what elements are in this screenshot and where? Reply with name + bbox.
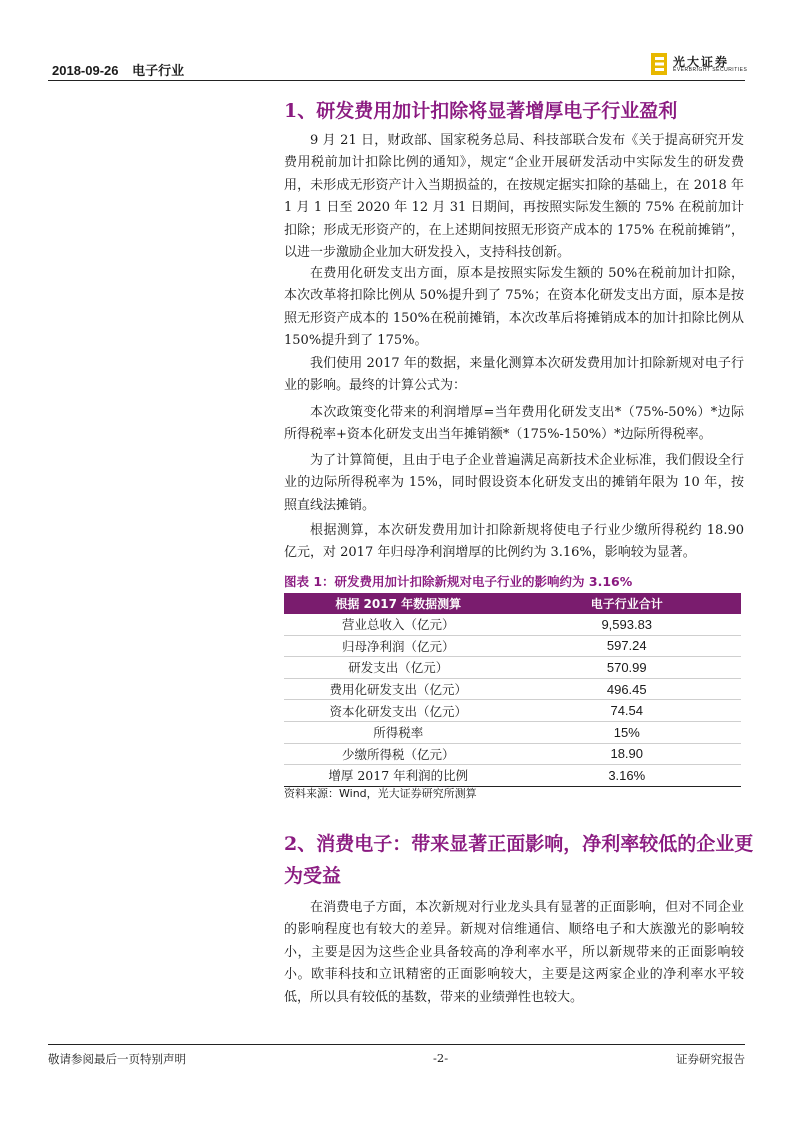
table-label-cell: 少缴所得税（亿元） (284, 743, 513, 765)
section2-title: 2、消费电子：带来显著正面影响，净利率较低的企业更为受益 (284, 833, 754, 887)
table-label-cell: 费用化研发支出（亿元） (284, 678, 513, 700)
table-row (284, 657, 741, 679)
logo-mark-icon (651, 53, 667, 75)
table-label-cell: 营业总收入（亿元） (284, 614, 513, 635)
table-header-row (284, 593, 741, 614)
table-value-cell: 9,593.83 (513, 614, 742, 635)
table-label-cell: 研发支出（亿元） (284, 657, 513, 679)
section1-paragraph-1: 9 月 21 日，财政部、国家税务总局、科技部联合发布《关于提高研究开发费用税前加计扣除比例的通知》，规定“企业开展研发活动中实际发生的研发费用，未形成无形资产计入当期损益的，在按规定据实扣除的基础上，在 2018 年 1 月 1 日至 2020 年 12 月 31 日期间，再按照实际发生额的 75% 在税前加计扣除；形成无形资产的，在上述期间按照无形资产成本的 175% 在税前摊销”，以进一步激励企业加大研发投入，支持科技创新。 (284, 133, 744, 261)
table-header-cell: 电子行业合计 (513, 593, 742, 614)
report-category: 电子行业 (132, 63, 185, 78)
section1-paragraph-3: 我们使用 2017 年的数据，来量化测算本次研发费用加计扣除新规对电子行业的影响。最终的计算公式为： (284, 356, 744, 394)
page-number: -2- (433, 1051, 449, 1065)
table-row (284, 635, 741, 657)
table-row (284, 743, 741, 765)
table-row (284, 700, 741, 722)
table-value-cell: 74.54 (513, 700, 742, 722)
table-value-cell: 3.16% (513, 765, 742, 787)
page-header (48, 52, 748, 81)
section2-paragraph: 在消费电子方面，本次新规对行业龙头具有显著的正面影响，但对不同企业的影响程度也有较大的差异。新规对信维通信、顺络电子和大族激光的影响较小，主要是因为这些企业具备较高的净利率水平，所以新规带来的正面影响较小。欧菲科技和立讯精密的正面影响较大，主要是这两家企业的净利率水平较低，所以具有较低的基数，带来的业绩弹性也较大。 (284, 900, 744, 1005)
logo-name: 光大证券 (673, 55, 730, 69)
table-label-cell: 增厚 2017 年利润的比例 (284, 765, 513, 787)
figure1-source: 资料来源：Wind，光大证券研究所测算 (284, 787, 477, 800)
section1-title: 1、研发费用加计扣除将显著增厚电子行业盈利 (284, 100, 678, 122)
header-info (52, 60, 194, 79)
table-header-cell: 根据 2017 年数据测算 (284, 593, 513, 614)
section1-paragraph-5: 为了计算简便，且由于电子企业普遍满足高新技术企业标准，我们假设全行业的边际所得税率为 15%，同时假设资本化研发支出的摊销年限为 10 年，按照直线法摊销。 (284, 453, 744, 513)
table-row (284, 765, 741, 787)
table-value-cell: 496.45 (513, 678, 742, 700)
table-label-cell: 资本化研发支出（亿元） (284, 700, 513, 722)
table-label-cell: 归母净利润（亿元） (284, 635, 513, 657)
table-row (284, 614, 741, 635)
table-value-cell: 597.24 (513, 635, 742, 657)
table-value-cell: 570.99 (513, 657, 742, 679)
logo-subtitle: EVERBRIGHT SECURITIES (673, 67, 748, 73)
disclaimer-note: 敬请参阅最后一页特别声明 (48, 1052, 186, 1066)
section1-paragraph-6: 根据测算，本次研发费用加计扣除新规将使电子行业少缴所得税约 18.90 亿元，对 2017 年归母净利润增厚的比例约为 3.16%，影响较为显著。 (284, 523, 744, 561)
section1-paragraph-2: 在费用化研发支出方面，原本是按照实际发生额的 50%在税前加计扣除，本次改革将扣除比例从 50%提升到了 75%；在资本化研发支出方面，原本是按照无形资产成本的 150%在税前摊销，本次改革后将摊销成本的加计扣除比例从 150%提升到了 175%。 (284, 266, 744, 349)
report-type: 证券研究报告 (676, 1052, 745, 1066)
page-footer (48, 1044, 745, 1069)
table-row (284, 721, 741, 743)
table-label-cell: 所得税率 (284, 721, 513, 743)
figure1-table (284, 593, 741, 787)
company-logo (651, 52, 748, 76)
table-value-cell: 15% (513, 721, 742, 743)
table-row (284, 678, 741, 700)
section1-paragraph-4: 本次政策变化带来的利润增厚=当年费用化研发支出*（75%-50%）*边际所得税率+资本化研发支出当年摊销额*（175%-150%）*边际所得税率。 (284, 405, 744, 443)
figure1-caption: 图表 1：研发费用加计扣除新规对电子行业的影响约为 3.16% (284, 574, 633, 589)
report-date: 2018-09-26 (52, 63, 119, 78)
table-value-cell: 18.90 (513, 743, 742, 765)
